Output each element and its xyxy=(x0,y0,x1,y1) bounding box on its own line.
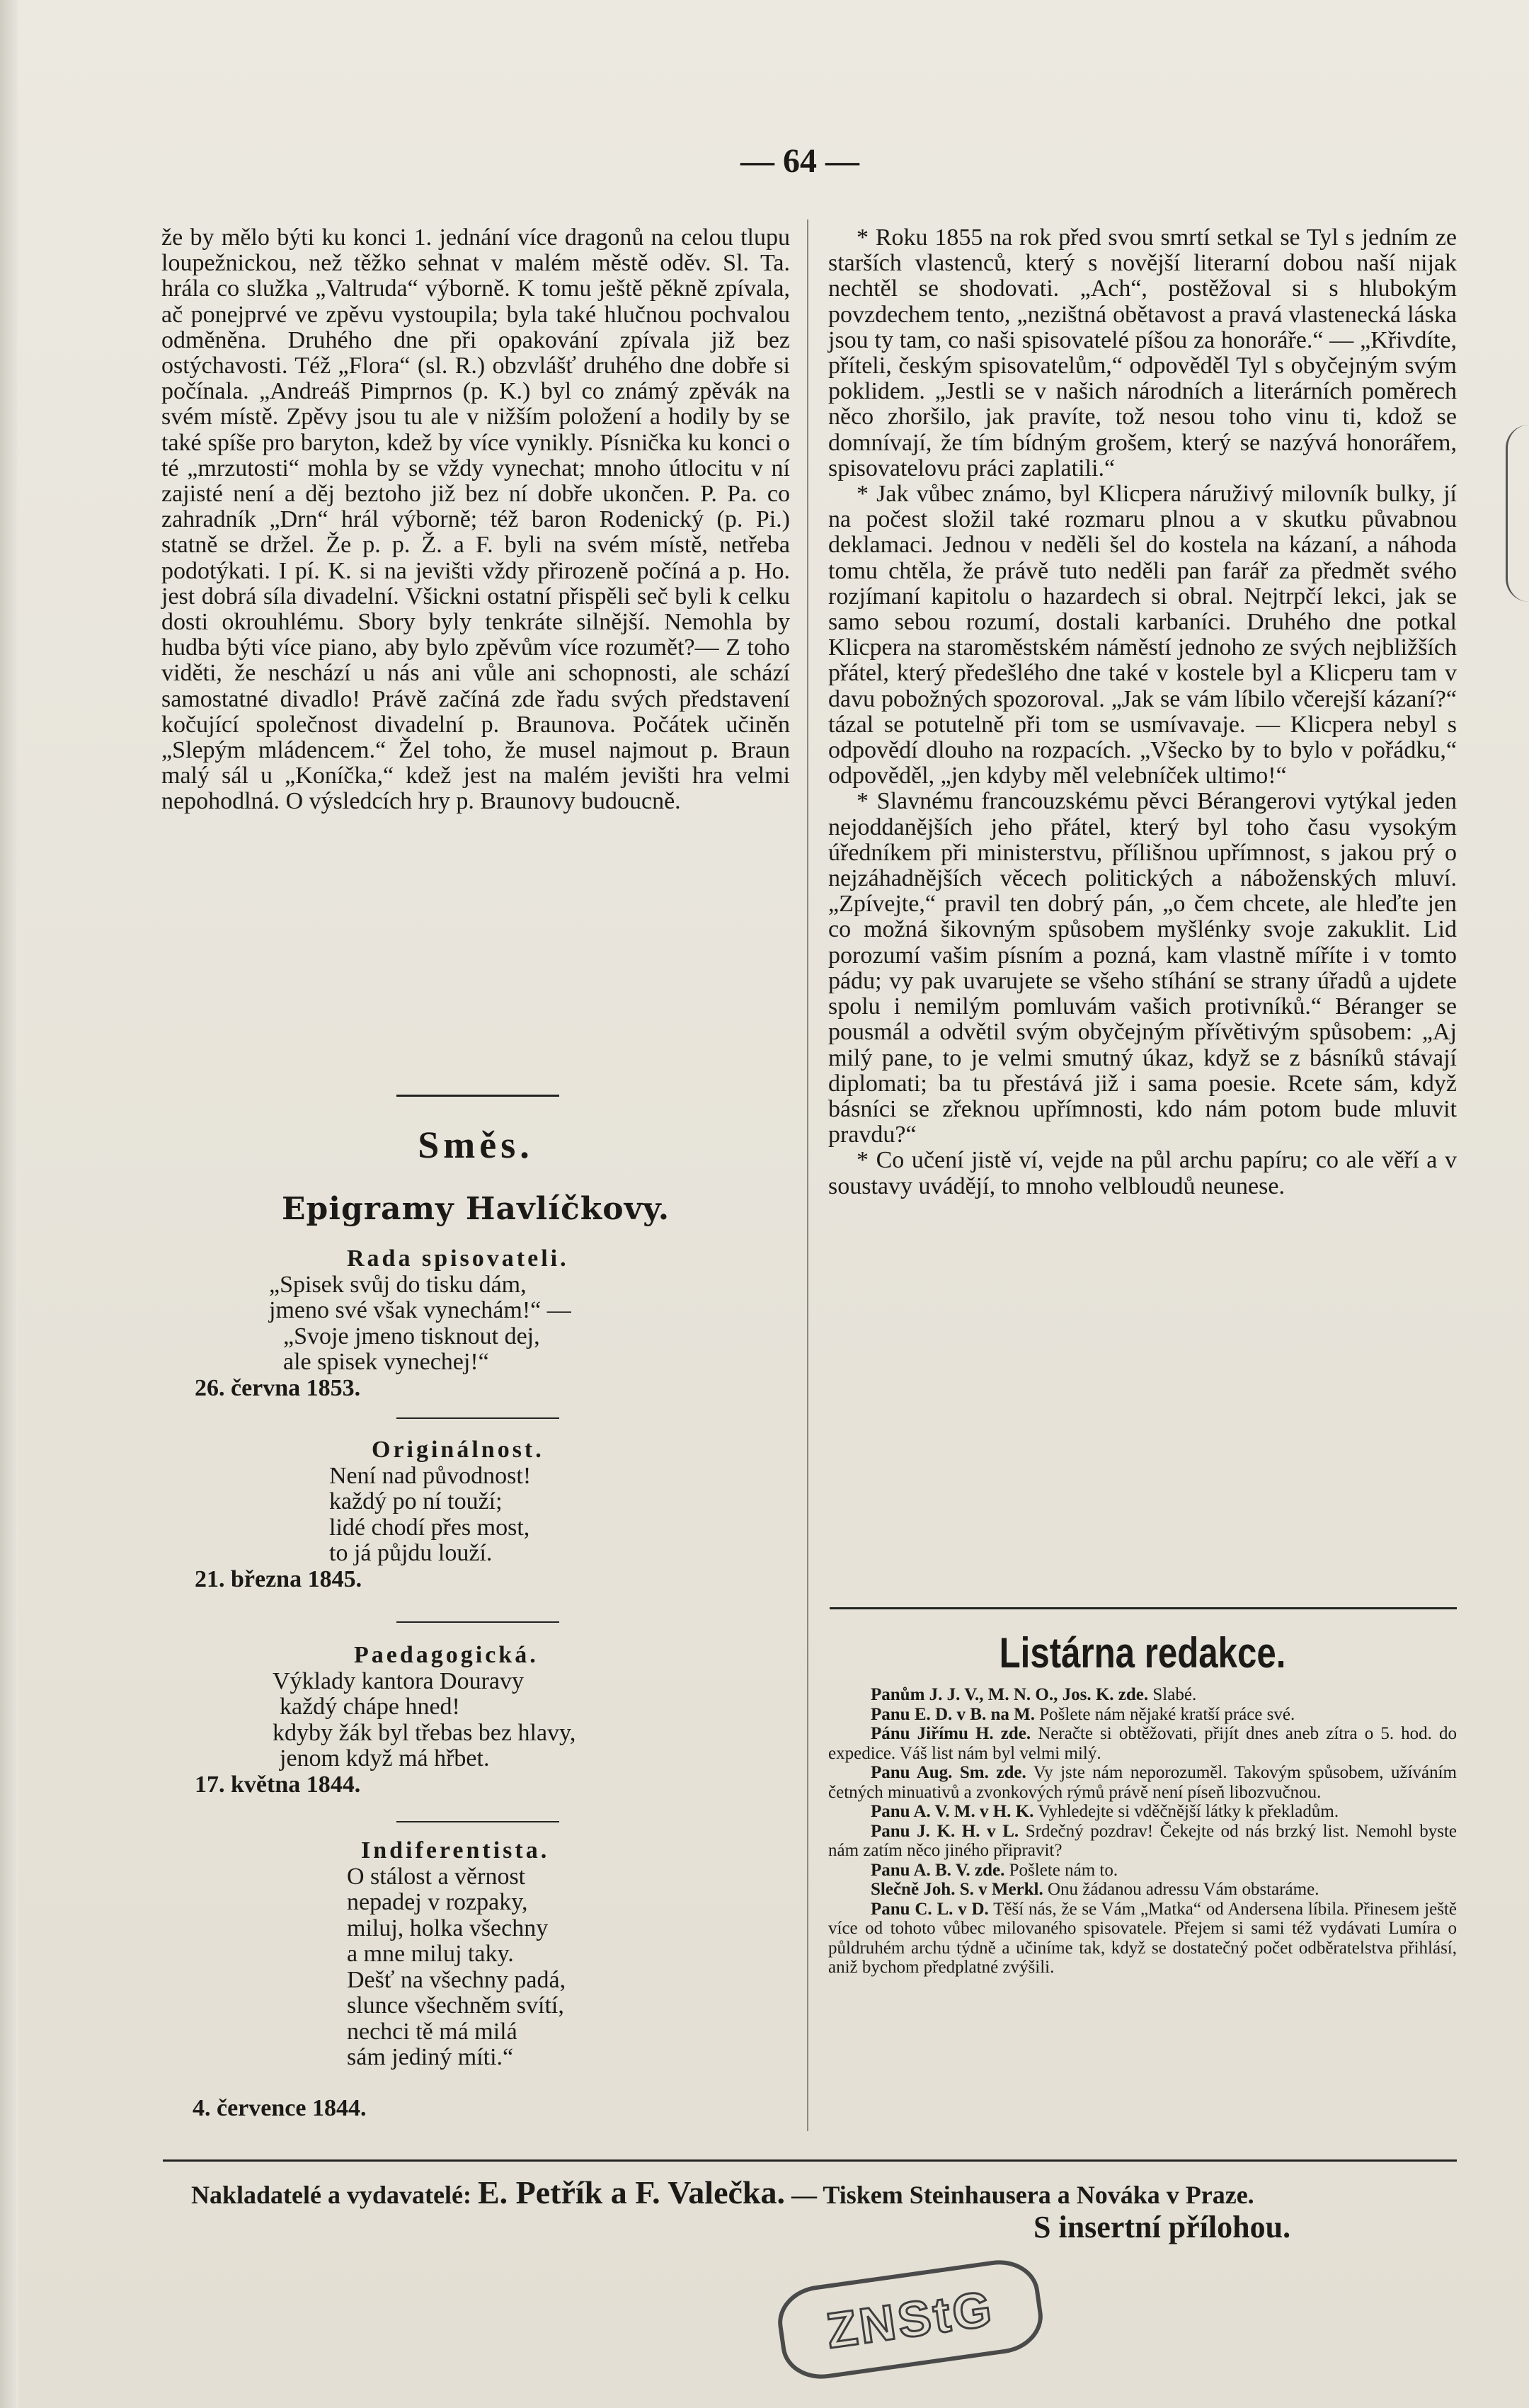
poem-line: každý chápe hned! xyxy=(280,1694,460,1720)
poem-indiferentista xyxy=(347,1838,566,2071)
listarna-item xyxy=(828,1705,1457,1725)
listarna-item xyxy=(828,1900,1457,1978)
footer-rule xyxy=(163,2159,1457,2162)
listarna-item xyxy=(828,1802,1457,1822)
imprint-prefix: Nakladatelé a vydavatelé: xyxy=(191,2181,471,2209)
listarna-item xyxy=(828,1763,1457,1802)
listarna-item xyxy=(828,1880,1457,1900)
anecdote-klicpera: * Jak vůbec známo, byl Klicpera náruživý milovník bulky, jí na počest složil také rozmaru plnou a v skutku půvabnou deklamaci. Jednou v neděli šel do kostela na kázaní, a náhoda tomu chtěla, že právě tuto neděli pan farář za předmět svého rozjímaní kapitolu o hazardech si obral. Nejtrpčí lekci, jak se samo sebou rozumí, dostali karbaníci. Druhého dne potkal Klicpera na staroměstském náměstí jednoho ze svých nejbližších přátel, který předešlého dne také v kostele byl a Klicperu tam v davu pobožných spozoroval. „Jak se vám líbilo včerejší kázaní?“ tázal se potutelně při tom se usmívavaje. — Klicpera nebyl s odpovědí dlouho na rozpacích. „Všecko by to bylo v pořádku,“ odpověděl, „jen kdyby měl velebníček ultimo!“ xyxy=(828,481,1457,789)
poem-title: Paedagogická. xyxy=(354,1642,539,1668)
listarna-addressee: Pánu Jiřímu H. zde. xyxy=(871,1724,1031,1743)
poem-line: nepadej v rozpaky, xyxy=(347,1889,528,1915)
poem-line: kdyby žák byl třebas bez hlavy, xyxy=(273,1719,576,1746)
library-stamp: ZNStG xyxy=(774,2255,1048,2384)
poem-title: Rada spisovateli. xyxy=(347,1245,569,1272)
listarna-addressee: Panu Aug. Sm. zde. xyxy=(871,1763,1026,1782)
listarna-message: Pošlete nám to. xyxy=(1009,1860,1118,1880)
column-divider xyxy=(807,219,808,2131)
listarna-item xyxy=(828,1822,1457,1861)
poem-line: miluj, holka všechny xyxy=(347,1915,549,1941)
poem-line: O stálost a věrnost xyxy=(347,1863,526,1890)
poem-line: a mne miluj taky. xyxy=(347,1941,514,1967)
poem-title: Indiferentista. xyxy=(361,1837,550,1864)
anecdote-velbloud: * Co učení jistě ví, vejde na půl archu papíru; co ale věří a v soustavy uvádějí, to mnoho velbloudů neunese. xyxy=(828,1147,1457,1199)
insert-supplement-note: S insertní přílohou. xyxy=(1033,2210,1291,2244)
listarna-message: Neračte si obtěžovati, přijít dnes aneb zítra o 5. hod. do expedice. Váš list nám byl velmi milý. xyxy=(828,1724,1458,1763)
page-number: — 64 — xyxy=(740,142,859,180)
listarna-addressee: Panu C. L. v D. xyxy=(871,1899,989,1919)
left-column-article xyxy=(161,225,790,815)
poem-line: „Svoje jmeno tisknout dej, xyxy=(283,1323,540,1349)
listarna-addressee: Panu J. K. H. v L. xyxy=(871,1821,1019,1841)
anecdote-tyl: * Roku 1855 na rok před svou smrtí setkal se Tyl s jedním ze starších vlastenců, který s novější literarní dobou naší nijak nechtěl se shodovati. „Ach“, postěžoval si s hlubokým povzdechem tento, „nezištná obětavost a pravá vlastenecká láska jsou ty tam, co naši spisovatelé píšou za honoráře.“ — „Křivdíte, příteli, českým spisovatelům,“ odpověděl Tyl s obyčejným svým poklidem. „Jestli se v našich národních a literárních poměrech něco zhoršilo, jak pravíte, tož nesou toho vinu ti, kdož se domnívají, že tím bídným grošem, který se nazývá honorářem, spisovatelovu práci zaplatili.“ xyxy=(828,224,1457,481)
page-binding-shadow xyxy=(0,0,18,2408)
listarna-message: Těší nás, že se Vám „Matka“ od Andersena líbila. Přinesem ještě více od tohoto vůbec milovaného spisovatele. Přejem si sami též vydávati Lumíra o půldruhém archu týdně a učiníme tak, když se dostatečný počet odběratelstva přihlásí, aniž bychom předplatné zvýšili. xyxy=(828,1899,1457,1977)
listarna-top-rule xyxy=(830,1607,1457,1609)
listarna-addressee: Panu A. B. V. zde. xyxy=(871,1860,1005,1880)
listarna-item xyxy=(828,1724,1457,1763)
poem-divider xyxy=(396,1417,559,1419)
epigrams-heading: Epigramy Havlíčkovy. xyxy=(281,1191,670,1227)
listarna-redakce xyxy=(828,1685,1457,1978)
poem-divider xyxy=(396,1821,559,1822)
poem-line: to já půjdu louží. xyxy=(329,1540,493,1566)
poem-line: slunce všechněm svítí, xyxy=(347,1992,564,2019)
listarna-message: Onu žádanou adressu Vám obstaráme. xyxy=(1048,1880,1319,1899)
poem-line: lidé chodí přes most, xyxy=(329,1514,530,1541)
poem-title: Originálnost. xyxy=(372,1437,544,1463)
listarna-message: Srdečný pozdrav! Čekejte od nás brzký list. Nemohl byste nám zatím něco jiného připravit? xyxy=(828,1821,1457,1860)
listarna-addressee: Slečně Joh. S. v Merkl. xyxy=(871,1880,1043,1899)
poem-date: 26. června 1853. xyxy=(195,1374,361,1401)
imprint-line xyxy=(191,2174,1465,2211)
poem-line: Dešť na všechny padá, xyxy=(347,1966,566,1993)
poem-date: 17. května 1844. xyxy=(195,1771,361,1798)
imprint-publishers: E. Petřík a F. Valečka. xyxy=(477,2174,785,2210)
listarna-item xyxy=(828,1685,1457,1705)
listarna-message: Vyhledejte si vděčnější látky k překladům. xyxy=(1038,1802,1339,1821)
edge-stamp-fragment xyxy=(1506,425,1529,602)
listarna-message: Pošlete nám nějaké kratší práce své. xyxy=(1039,1704,1295,1724)
listarna-addressee: Panům J. J. V., M. N. O., Jos. K. zde. xyxy=(871,1685,1149,1704)
poem-date: 4. července 1844. xyxy=(193,2095,367,2121)
poem-divider xyxy=(396,1621,559,1623)
listarna-addressee: Panu A. V. M. v H. K. xyxy=(871,1802,1034,1821)
section-divider xyxy=(396,1095,559,1097)
poem-line: ale spisek vynechej!“ xyxy=(283,1349,489,1375)
right-column-anecdotes xyxy=(828,225,1457,1199)
imprint-printer: — Tiskem Steinhausera a Nováka v Praze. xyxy=(791,2181,1254,2209)
listarna-addressee: Panu E. D. v B. na M. xyxy=(871,1704,1035,1724)
smes-heading: Směs. xyxy=(418,1124,534,1166)
theatre-review-text: že by mělo býti ku konci 1. jednání více dragonů na celou tlupu loupežnickou, než těžko sehnat v malém městě oděv. Sl. Ta. hrála co služka „Valtruda“ výborně. K tomu ještě pěkně zpívala, ač ponejprvé ve zpěvu vystoupila; byla také hlučnou pochvalou odměněna. Druhého dne při opakování zpívala již bez ostýchavosti. Též „Flora“ (sl. R.) obzvlášť druhého dne dobře si počínala. „Andreáš Pimprnos (p. K.) byl co známý zpěvák na svém místě. Zpěvy jsou tu ale v nižším položení a hodily by se také spíše pro baryton, kdež by více vynikly. Písnička ku konci o té „mrzutosti“ mohla by se vždy vynechat; mnoho útlocitu v ní zajisté není a děj beztoho již bez ní dobře ukončen. P. Pa. co zahradník „Drn“ hrál výborně; též baron Rodenický (p. Pi.) statně se držel. Že p. p. Ž. a F. byli na svém místě, netřeba podotýkati. I pí. K. si na jevišti vždy přirozeně počíná a p. Ho. jest dobrá síla divadelní. Všickni ostatní přispěli seč byli k celku dosti okrouhlému. Sbory byly tenkráte silnější. Nemohla by hudba býti více piano, aby bylo zpěvům více rozumět?— Z toho viděti, že neschází u nás ani vůle ani schopnosti, ale schází samostatné divadlo! Právě začíná zde řadu svých představení kočující společnost divadelní p. Braunova. Počátek učiněn „Slepým mládencem.“ Žel toho, že musel najmout p. Braun malý sál u „Koníčka,“ kdež jest na malém jevišti hra velmi nepohodlná. O výsledcích hry p. Braunovy budoucně. xyxy=(161,224,790,815)
poem-line: každý po ní touží; xyxy=(329,1488,503,1514)
poem-line: jmeno své však vynechám!“ — xyxy=(269,1297,571,1323)
listarna-heading: Listárna redakce. xyxy=(999,1629,1286,1677)
listarna-item xyxy=(828,1861,1457,1881)
poem-line: sám jediný míti.“ xyxy=(347,2044,514,2070)
poem-originalnost xyxy=(195,1437,544,1592)
poem-date: 21. března 1845. xyxy=(195,1565,362,1592)
poem-rada-spisovateli xyxy=(195,1245,571,1401)
poem-line: Není nad původnost! xyxy=(329,1462,532,1489)
anecdote-beranger: * Slavnému francouzskému pěvci Bérangerovi vytýkal jeden nejoddanějších jeho přátel, který byl toho času vysokým úředníkem při ministerstvu, přílišnou upřímnost, s jakou prý o nejzáhadnějších věcech politických a náboženských mluví. „Zpívejte,“ pravil ten dobrý pán, „o čem chcete, ale hleďte jen co možná šikovným spůsobem myšlénky svoje zakuklit. Lid porozumí vašim písním a pozná, kam vlastně míříte i v tomto pádu; vy pak uvarujete se všeho stíhání se strany úřadů a ujdete spolu i nemilým pomluvám vašich protivníků.“ Béranger se pousmál a odvětil svým obyčejným přívětivým spůsobem: „Aj milý pane, to je velmi smutný úkaz, když se z básníků stávají diplomati; ba tu přestává již i sama poesie. Rcete sám, když básníci se zřeknou upřímnosti, kdo nám potom bude mluvit pravdu?“ xyxy=(828,788,1457,1148)
listarna-message: Vy jste nám neporozuměl. Takovým spůsobem, užíváním četných minuativů a zvonkových rýmů právě není píseň libozvučnou. xyxy=(828,1763,1457,1802)
poem-line: nechci tě má milá xyxy=(347,2018,517,2045)
poem-line: „Spisek svůj do tisku dám, xyxy=(269,1271,527,1298)
listarna-message: Slabé. xyxy=(1152,1685,1197,1704)
poem-line: Výklady kantora Douravy xyxy=(273,1667,525,1694)
poem-line: jenom když má hřbet. xyxy=(280,1745,490,1771)
poem-paedagogicka xyxy=(195,1642,576,1798)
